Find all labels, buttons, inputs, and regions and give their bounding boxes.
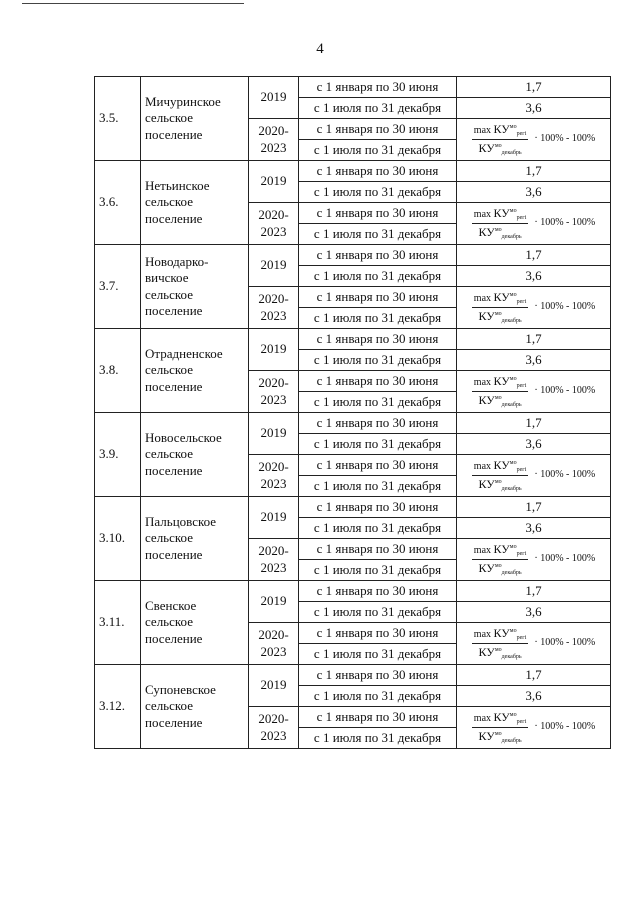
- table-row: [95, 329, 611, 350]
- formula-numerator: $\max КУ^{мо}_{регі}$: [472, 458, 529, 477]
- row-number: 3.5.: [95, 77, 141, 161]
- tariff-table: [94, 76, 611, 749]
- row-number: 3.6.: [95, 161, 141, 245]
- table-row: [95, 77, 611, 98]
- year-2020-2023: 2020- 2023: [249, 455, 299, 497]
- value-second-half: 3,6: [457, 98, 611, 119]
- formula-denominator: $КУ^{мо}_{декабрь}$: [478, 477, 522, 492]
- table-row: [95, 245, 611, 266]
- row-number: 3.11.: [95, 581, 141, 665]
- formula-denominator: $КУ^{мо}_{декабрь}$: [478, 561, 522, 576]
- year-2020-2023: 2020- 2023: [249, 287, 299, 329]
- settlement-name: Новодарко- вичское сельское поселение: [141, 245, 249, 329]
- year-2020-2023: 2020- 2023: [249, 119, 299, 161]
- value-second-half: 3,6: [457, 686, 611, 707]
- formula-numerator: $\max КУ^{мо}_{регі}$: [472, 374, 529, 393]
- formula: [461, 710, 606, 746]
- tariff-table-body: [95, 77, 611, 749]
- settlement-name: Пальцовское сельское поселение: [141, 497, 249, 581]
- period-first-half: с 1 января по 30 июня: [299, 161, 457, 182]
- period-first-half: с 1 января по 30 июня: [299, 623, 457, 644]
- formula-fraction: [472, 542, 529, 578]
- value-first-half: 1,7: [457, 497, 611, 518]
- period-second-half: с 1 июля по 31 декабря: [299, 728, 457, 749]
- year-2020-2023: 2020- 2023: [249, 371, 299, 413]
- row-number: 3.7.: [95, 245, 141, 329]
- page-number: 4: [316, 41, 324, 57]
- formula-tail: · 100% - 100%: [534, 553, 596, 565]
- formula-tail: · 100% - 100%: [534, 301, 596, 313]
- settlement-name: Отрадненское сельское поселение: [141, 329, 249, 413]
- year-2019: 2019: [249, 497, 299, 539]
- period-second-half: с 1 июля по 31 декабря: [299, 518, 457, 539]
- year-2020-2023: 2020- 2023: [249, 623, 299, 665]
- table-row: [95, 161, 611, 182]
- table-row: [95, 665, 611, 686]
- formula-tail: · 100% - 100%: [534, 721, 596, 733]
- period-first-half: с 1 января по 30 июня: [299, 455, 457, 476]
- row-number: 3.10.: [95, 497, 141, 581]
- formula-denominator: $КУ^{мо}_{декабрь}$: [478, 309, 522, 324]
- table-row: [95, 413, 611, 434]
- year-2019: 2019: [249, 665, 299, 707]
- formula: [461, 206, 606, 242]
- formula-fraction: [472, 290, 529, 326]
- value-first-half: 1,7: [457, 161, 611, 182]
- period-first-half: с 1 января по 30 июня: [299, 539, 457, 560]
- year-2019: 2019: [249, 77, 299, 119]
- formula-fraction: [472, 374, 529, 410]
- value-second-half: 3,6: [457, 518, 611, 539]
- period-second-half: с 1 июля по 31 декабря: [299, 602, 457, 623]
- formula-cell: [457, 707, 611, 749]
- formula: [461, 458, 606, 494]
- period-first-half: с 1 января по 30 июня: [299, 77, 457, 98]
- formula: [461, 374, 606, 410]
- value-first-half: 1,7: [457, 245, 611, 266]
- formula-fraction: [472, 458, 529, 494]
- value-first-half: 1,7: [457, 413, 611, 434]
- formula-denominator: $КУ^{мо}_{декабрь}$: [478, 393, 522, 408]
- period-second-half: с 1 июля по 31 декабря: [299, 392, 457, 413]
- period-first-half: с 1 января по 30 июня: [299, 371, 457, 392]
- formula-cell: [457, 119, 611, 161]
- formula-fraction: [472, 122, 529, 158]
- period-first-half: с 1 января по 30 июня: [299, 413, 457, 434]
- year-2019: 2019: [249, 245, 299, 287]
- settlement-name: Нетьинское сельское поселение: [141, 161, 249, 245]
- period-second-half: с 1 июля по 31 декабря: [299, 308, 457, 329]
- formula-numerator: $\max КУ^{мо}_{регі}$: [472, 626, 529, 645]
- year-2019: 2019: [249, 161, 299, 203]
- value-second-half: 3,6: [457, 350, 611, 371]
- period-second-half: с 1 июля по 31 декабря: [299, 224, 457, 245]
- year-2020-2023: 2020- 2023: [249, 539, 299, 581]
- formula-tail: · 100% - 100%: [534, 637, 596, 649]
- period-first-half: с 1 января по 30 июня: [299, 287, 457, 308]
- year-2019: 2019: [249, 413, 299, 455]
- settlement-name: Свенское сельское поселение: [141, 581, 249, 665]
- settlement-name: Мичуринское сельское поселение: [141, 77, 249, 161]
- settlement-name: Супоневское сельское поселение: [141, 665, 249, 749]
- period-second-half: с 1 июля по 31 декабря: [299, 434, 457, 455]
- table-row: [95, 497, 611, 518]
- year-2020-2023: 2020- 2023: [249, 203, 299, 245]
- value-second-half: 3,6: [457, 182, 611, 203]
- formula-cell: [457, 623, 611, 665]
- formula-denominator: $КУ^{мо}_{декабрь}$: [478, 645, 522, 660]
- formula-cell: [457, 203, 611, 245]
- period-second-half: с 1 июля по 31 декабря: [299, 686, 457, 707]
- formula: [461, 122, 606, 158]
- formula: [461, 626, 606, 662]
- formula-denominator: $КУ^{мо}_{декабрь}$: [478, 141, 522, 156]
- value-first-half: 1,7: [457, 665, 611, 686]
- formula-fraction: [472, 626, 529, 662]
- formula-numerator: $\max КУ^{мо}_{регі}$: [472, 290, 529, 309]
- period-first-half: с 1 января по 30 июня: [299, 665, 457, 686]
- settlement-name: Новосельское сельское поселение: [141, 413, 249, 497]
- row-number: 3.12.: [95, 665, 141, 749]
- formula-tail: · 100% - 100%: [534, 217, 596, 229]
- period-second-half: с 1 июля по 31 декабря: [299, 560, 457, 581]
- formula-cell: [457, 371, 611, 413]
- period-second-half: с 1 июля по 31 декабря: [299, 350, 457, 371]
- period-first-half: с 1 января по 30 июня: [299, 581, 457, 602]
- period-second-half: с 1 июля по 31 декабря: [299, 476, 457, 497]
- period-first-half: с 1 января по 30 июня: [299, 203, 457, 224]
- year-2019: 2019: [249, 329, 299, 371]
- formula-cell: [457, 287, 611, 329]
- formula-numerator: $\max КУ^{мо}_{регі}$: [472, 542, 529, 561]
- value-first-half: 1,7: [457, 581, 611, 602]
- value-first-half: 1,7: [457, 77, 611, 98]
- period-first-half: с 1 января по 30 июня: [299, 497, 457, 518]
- period-first-half: с 1 января по 30 июня: [299, 707, 457, 728]
- formula-tail: · 100% - 100%: [534, 133, 596, 145]
- formula-denominator: $КУ^{мо}_{декабрь}$: [478, 225, 522, 240]
- formula-cell: [457, 455, 611, 497]
- period-second-half: с 1 июля по 31 декабря: [299, 140, 457, 161]
- year-2019: 2019: [249, 581, 299, 623]
- row-number: 3.8.: [95, 329, 141, 413]
- formula-fraction: [472, 206, 529, 242]
- value-second-half: 3,6: [457, 266, 611, 287]
- period-first-half: с 1 января по 30 июня: [299, 245, 457, 266]
- formula-fraction: [472, 710, 529, 746]
- value-second-half: 3,6: [457, 434, 611, 455]
- period-second-half: с 1 июля по 31 декабря: [299, 266, 457, 287]
- formula: [461, 290, 606, 326]
- period-second-half: с 1 июля по 31 декабря: [299, 98, 457, 119]
- year-2020-2023: 2020- 2023: [249, 707, 299, 749]
- top-rule: [22, 3, 244, 4]
- formula: [461, 542, 606, 578]
- value-first-half: 1,7: [457, 329, 611, 350]
- formula-numerator: $\max КУ^{мо}_{регі}$: [472, 122, 529, 141]
- period-first-half: с 1 января по 30 июня: [299, 329, 457, 350]
- period-first-half: с 1 января по 30 июня: [299, 119, 457, 140]
- period-second-half: с 1 июля по 31 декабря: [299, 182, 457, 203]
- value-second-half: 3,6: [457, 602, 611, 623]
- period-second-half: с 1 июля по 31 декабря: [299, 644, 457, 665]
- formula-denominator: $КУ^{мо}_{декабрь}$: [478, 729, 522, 744]
- row-number: 3.9.: [95, 413, 141, 497]
- table-row: [95, 581, 611, 602]
- formula-tail: · 100% - 100%: [534, 469, 596, 481]
- formula-numerator: $\max КУ^{мо}_{регі}$: [472, 710, 529, 729]
- formula-tail: · 100% - 100%: [534, 385, 596, 397]
- formula-cell: [457, 539, 611, 581]
- formula-numerator: $\max КУ^{мо}_{регі}$: [472, 206, 529, 225]
